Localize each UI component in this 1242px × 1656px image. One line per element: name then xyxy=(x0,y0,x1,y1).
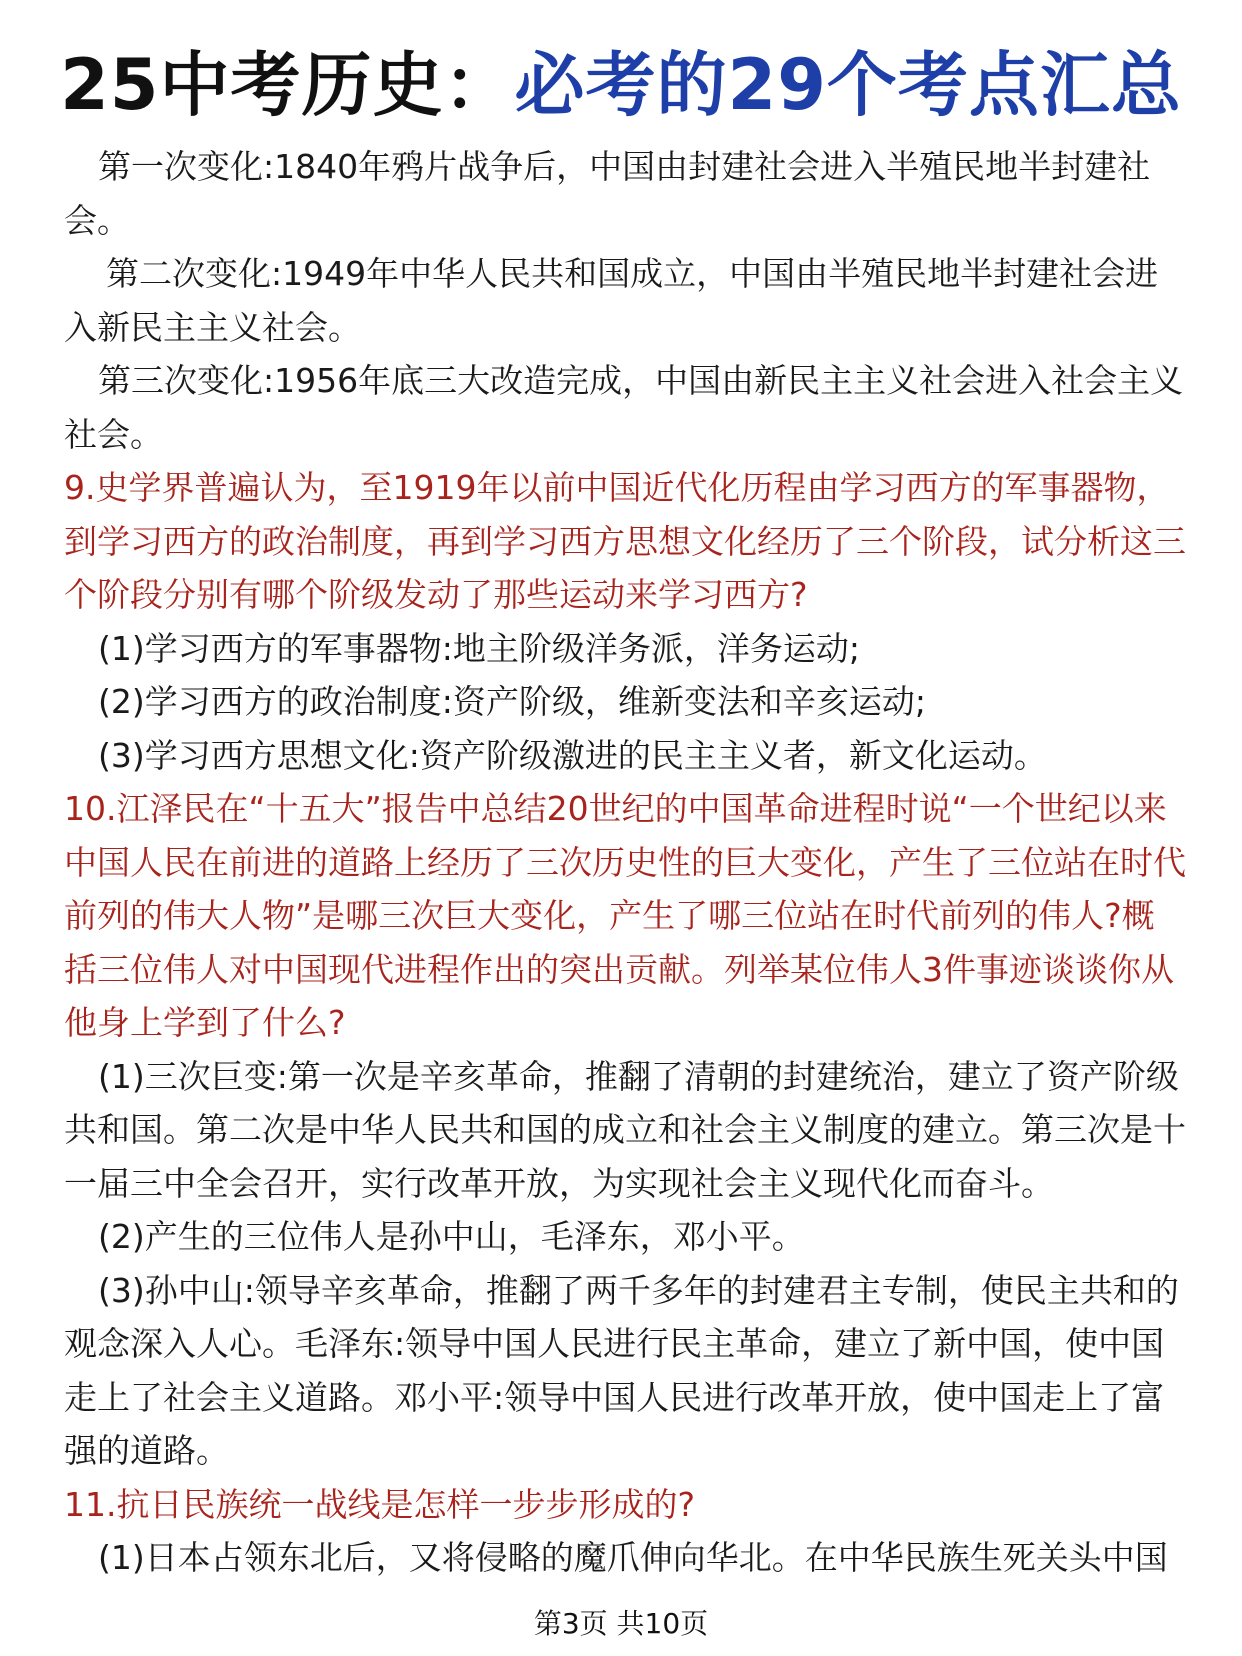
title-prefix: 25中考历史： xyxy=(60,44,515,126)
page-number: 第3页 共10页 xyxy=(533,1607,709,1640)
document-body xyxy=(64,140,1186,1585)
title-main: 必考的29个考点汇总 xyxy=(514,44,1182,126)
paragraph-change-2: 第二次变化:1949年中华人民共和国成立，中国由半殖民地半封建社会进入新民主主义社会。 xyxy=(64,254,1159,347)
question-10: 10.江泽民在“十五大”报告中总结20世纪的中国革命进程时说“一个世纪以来中国人民在前进的道路上经历了三次历史性的巨大变化，产生了三位站在时代前列的伟大人物”是哪三次巨大变化，产生了哪三位站在时代前列的伟人?概括三位伟人对中国现代进程作出的突出贡献。列举某位伟人3件事迹谈谈你从他身上学到了什么? xyxy=(64,789,1186,1042)
question-9: 9.史学界普遍认为，至1919年以前中国近代化历程由学习西方的军事器物，到学习西方的政治制度，再到学习西方思想文化经历了三个阶段，试分析这三个阶段分别有哪个阶级发动了那些运动来学习西方? xyxy=(64,468,1186,614)
paragraph-change-3: 第三次变化:1956年底三大改造完成，中国由新民主主义社会进入社会主义社会。 xyxy=(64,361,1184,454)
answer-11-1: (1)日本占领东北后，又将侵略的魔爪伸向华北。在中华民族生死关头中国 xyxy=(98,1538,1168,1577)
page-title xyxy=(0,40,1242,130)
answer-9-3: (3)学习西方思想文化:资产阶级激进的民主主义者，新文化运动。 xyxy=(98,735,1047,775)
answer-9-2: (2)学习西方的政治制度:资产阶级，维新变法和辛亥运动; xyxy=(98,682,926,721)
answer-10-2: (2)产生的三位伟人是孙中山，毛泽东，邓小平。 xyxy=(98,1217,805,1256)
answer-10-3: (3)孙中山:领导辛亥革命，推翻了两千多年的封建君主专制，使民主共和的观念深入人心。毛泽东:领导中国人民进行民主革命，建立了新中国，使中国走上了社会主义道路。邓小平:领导中国人民进行改革开放，使中国走上了富强的道路。 xyxy=(64,1270,1179,1470)
answer-10-1: (1)三次巨变:第一次是辛亥革命，推翻了清朝的封建统治，建立了资产阶级共和国。第二次是中华人民共和国的成立和社会主义制度的建立。第三次是十一届三中全会召开，实行改革开放，为实现社会主义现代化而奋斗。 xyxy=(64,1056,1186,1203)
paragraph-change-1: 第一次变化:1840年鸦片战争后，中国由封建社会进入半殖民地半封建社会。 xyxy=(64,147,1151,240)
question-11: 11.抗日民族统一战线是怎样一步步形成的? xyxy=(64,1484,695,1524)
answer-9-1: (1)学习西方的军事器物:地主阶级洋务派，洋务运动; xyxy=(98,628,860,668)
